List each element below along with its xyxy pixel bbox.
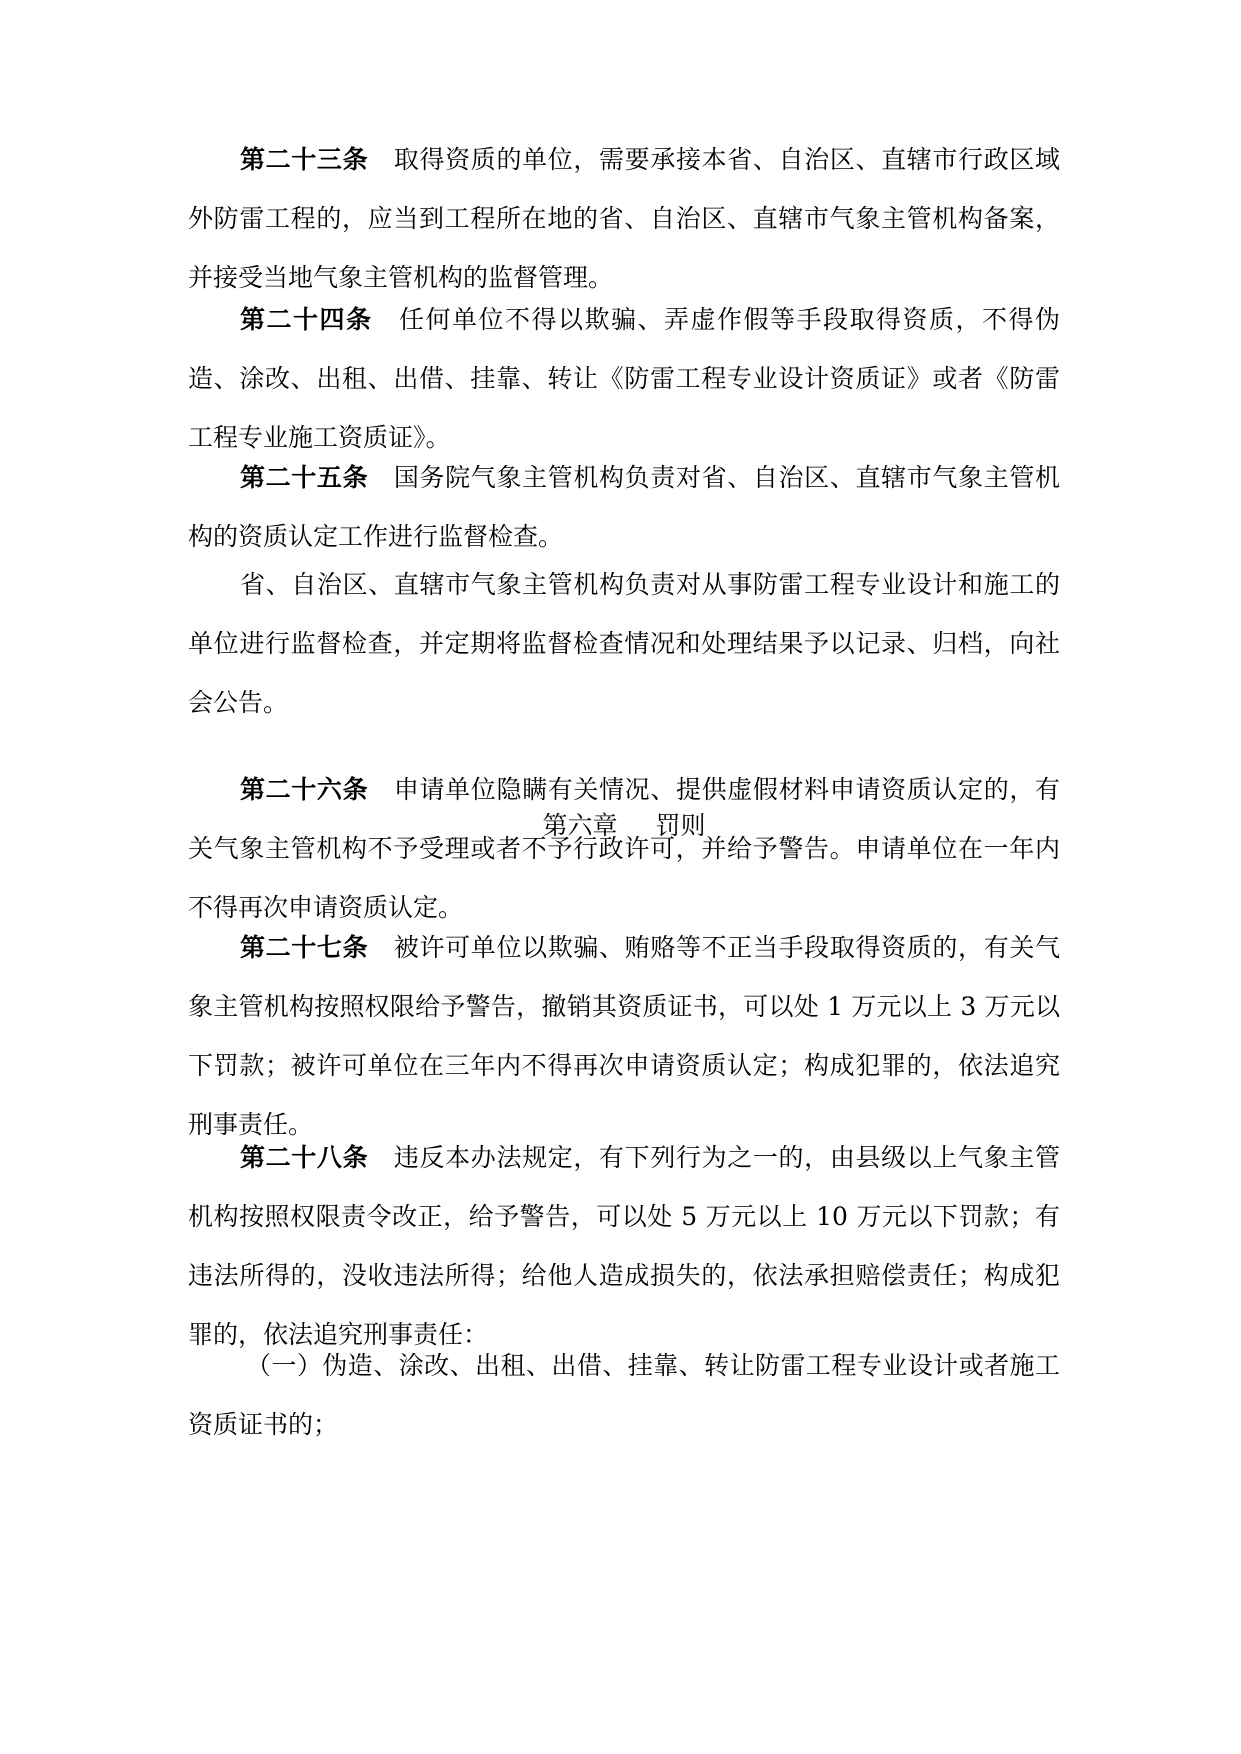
- article-number: 第二十三条: [240, 145, 369, 174]
- article-number: 第二十七条: [240, 933, 369, 962]
- paragraph-text: 省、自治区、直辖市气象主管机构负责对从事防雷工程专业设计和施工的单位进行监督检查，并定期将监督检查情况和处理结果予以记录、归档，向社会公告。: [188, 570, 1060, 717]
- article-number: 第二十四条: [240, 305, 373, 334]
- article-text: 国务院气象主管机构负责对省、自治区、直辖市气象主管机构的资质认定工作进行监督检查。: [188, 463, 1060, 551]
- article-25: [188, 448, 1060, 566]
- article-number: 第二十八条: [240, 1143, 369, 1172]
- article-24: [188, 290, 1060, 467]
- article-number: 第二十六条: [240, 775, 369, 804]
- article-text: 被许可单位以欺骗、贿赂等不正当手段取得资质的，有关气象主管机构按照权限给予警告，撤销其资质证书，可以处 1 万元以上 3 万元以下罚款；被许可单位在三年内不得再次申请资质认定；构成犯罪的，依法追究刑事责任。: [188, 933, 1060, 1139]
- item-text: （一）伪造、涂改、出租、出借、挂靠、转让防雷工程专业设计或者施工资质证书的；: [188, 1351, 1060, 1439]
- article-text: 申请单位隐瞒有关情况、提供虚假材料申请资质认定的，有关气象主管机构不予受理或者不予行政许可，并给予警告。申请单位在一年内不得再次申请资质认定。: [188, 775, 1060, 922]
- chapter-number: 第六章: [542, 811, 618, 840]
- article-text: 违反本办法规定，有下列行为之一的，由县级以上气象主管机构按照权限责令改正，给予警告，可以处 5 万元以上 10 万元以下罚款；有违法所得的，没收违法所得；给他人造成损失的，依法承担赔偿责任；构成犯罪的，依法追究刑事责任：: [188, 1143, 1060, 1349]
- article-28-item-1: [188, 1336, 1060, 1454]
- chapter-title: 罚则: [655, 811, 706, 840]
- article-25-paragraph-2: [188, 555, 1060, 732]
- article-23: [188, 130, 1060, 307]
- article-number: 第二十五条: [240, 463, 369, 492]
- article-text: 任何单位不得以欺骗、弄虚作假等手段取得资质，不得伪造、涂改、出租、出借、挂靠、转让《防雷工程专业设计资质证》或者《防雷工程专业施工资质证》。: [188, 305, 1060, 452]
- article-26: [188, 760, 1060, 937]
- article-28: [188, 1128, 1060, 1364]
- article-text: 取得资质的单位，需要承接本省、自治区、直辖市行政区域外防雷工程的，应当到工程所在地的省、自治区、直辖市气象主管机构备案，并接受当地气象主管机构的监督管理。: [188, 145, 1060, 292]
- article-27: [188, 918, 1060, 1154]
